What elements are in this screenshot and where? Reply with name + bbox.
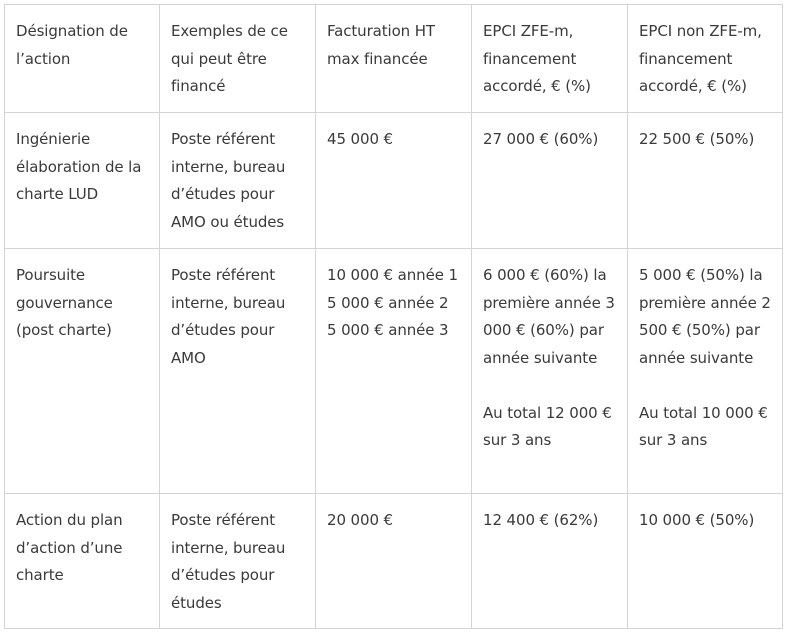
header-designation: Désignation de l’action (5, 5, 160, 113)
billing-line: 5 000 € année 2 (327, 293, 449, 312)
cell-epci-zfe (472, 113, 628, 249)
table-header-row (5, 5, 783, 113)
non-zfe-line: 22 500 € (50%) (639, 130, 755, 148)
cell-billing (316, 494, 472, 629)
non-zfe-total-line: Au total 10 000 € sur 3 ans (639, 403, 768, 449)
zfe-line: 6 000 € (60%) la première année 3 000 € (60%) par année suivante (483, 266, 615, 367)
cell-billing (316, 249, 472, 494)
cell-epci-non-zfe (628, 249, 783, 494)
cell-designation: Action du plan d’action d’une charte (5, 494, 160, 629)
table-row (5, 249, 783, 494)
zfe-line: 12 400 € (62%) (483, 511, 599, 529)
cell-examples: Poste référent interne, bureau d’études pour études (160, 494, 316, 629)
cell-epci-zfe (472, 249, 628, 494)
cell-epci-non-zfe (628, 113, 783, 249)
header-examples: Exemples de ce qui peut être financé (160, 5, 316, 113)
billing-line: 5 000 € année 3 (327, 321, 449, 339)
cell-epci-non-zfe (628, 494, 783, 629)
cell-examples: Poste référent interne, bureau d’études pour AMO (160, 249, 316, 494)
billing-line: 20 000 € (327, 511, 393, 529)
cell-billing (316, 113, 472, 249)
non-zfe-line: 5 000 € (50%) la première année 2 500 € (50%) par année suivante (639, 266, 771, 367)
zfe-line: 27 000 € (60%) (483, 130, 599, 148)
header-epci-zfe: EPCI ZFE-m, financement accordé, € (%) (472, 5, 628, 113)
zfe-total-line: Au total 12 000 € sur 3 ans (483, 403, 612, 449)
cell-designation: Poursuite gouvernance (post charte) (5, 249, 160, 494)
billing-line: 10 000 € année 1 (327, 266, 458, 284)
header-epci-non-zfe: EPCI non ZFE-m, financement accordé, € (%) (628, 5, 783, 113)
cell-designation: Ingénierie élaboration de la charte LUD (5, 113, 160, 249)
billing-line: 45 000 € (327, 130, 393, 148)
paragraph-gap (483, 372, 617, 400)
header-billing: Facturation HT max financée (316, 5, 472, 113)
non-zfe-line: 10 000 € (50%) (639, 511, 755, 529)
table-row (5, 494, 783, 629)
cell-examples: Poste référent interne, bureau d’études pour AMO ou études (160, 113, 316, 249)
paragraph-gap (639, 372, 772, 400)
cell-epci-zfe (472, 494, 628, 629)
table-row (5, 113, 783, 249)
funding-table (4, 4, 783, 629)
